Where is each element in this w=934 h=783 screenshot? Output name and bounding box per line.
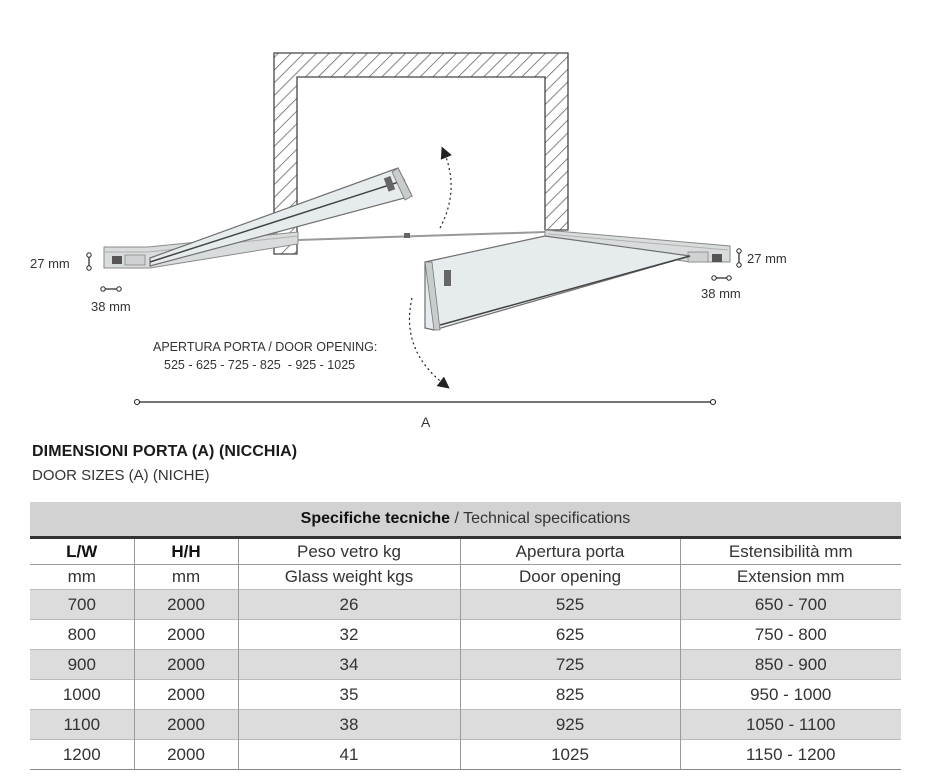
left-height-marker [87, 253, 91, 270]
door-opening-label: APERTURA PORTA / DOOR OPENING: [153, 340, 378, 354]
caption-rest: Technical specifications [463, 510, 631, 527]
dimension-a-label: A [421, 414, 431, 430]
header-cell: L/W [30, 538, 134, 565]
section-title-italian: DIMENSIONI PORTA (A) (NICCHIA) [32, 443, 298, 460]
header-cell: Peso vetro kg [238, 538, 460, 565]
right-height-label: 27 mm [747, 251, 787, 266]
right-width-marker [712, 276, 731, 280]
table-cell: 750 - 800 [680, 620, 901, 650]
table-cell: 725 [460, 650, 680, 680]
subheader-cell: mm [67, 567, 96, 586]
table-cell: 825 [460, 680, 680, 710]
right-width-label: 38 mm [701, 286, 741, 301]
table-cell: 2000 [134, 710, 238, 740]
center-rail [298, 232, 545, 240]
caption-separator: / [450, 510, 464, 527]
header-row [30, 538, 901, 565]
table-cell: 925 [460, 710, 680, 740]
left-width-label: 38 mm [91, 299, 131, 314]
table-row [30, 620, 901, 650]
table-cell: 41 [238, 740, 460, 770]
swing-arrow-up [440, 152, 451, 228]
table-cell: 2000 [134, 650, 238, 680]
niche-wall [274, 53, 568, 254]
subheader-cell: mm [134, 565, 238, 590]
spec-table [30, 502, 901, 770]
table-cell: 32 [238, 620, 460, 650]
table-cell: 35 [238, 680, 460, 710]
table-cell: 1100 [30, 710, 134, 740]
table-cell: 1050 - 1100 [680, 710, 901, 740]
table-cell: 2000 [134, 620, 238, 650]
table-cell: 1200 [30, 740, 134, 770]
table-cell: 26 [238, 590, 460, 620]
header-cell: H/H [134, 538, 238, 565]
door-opening-values: 525 - 625 - 725 - 825 - 925 - 1025 [164, 358, 356, 372]
table-cell: 1000 [30, 680, 134, 710]
right-height-marker [737, 249, 741, 267]
table-cell: 525 [460, 590, 680, 620]
spec-table-caption [30, 502, 901, 538]
table-row [30, 590, 901, 620]
table-cell: 1150 - 1200 [680, 740, 901, 770]
table-cell: 700 [30, 590, 134, 620]
table-row [30, 740, 901, 770]
header-cell: Apertura porta [460, 538, 680, 565]
section-title-english: DOOR SIZES (A) (NICHE) [32, 467, 210, 484]
dimension-a-line [135, 400, 716, 405]
table-cell: 800 [30, 620, 134, 650]
table-cell: 850 - 900 [680, 650, 901, 680]
subheader-cell: Glass weight kgs [238, 565, 460, 590]
subheader-row [30, 565, 901, 590]
table-row [30, 680, 901, 710]
table-cell: 2000 [134, 740, 238, 770]
table-row [30, 710, 901, 740]
table-cell: 1025 [460, 740, 680, 770]
right-door-leaf [425, 236, 690, 330]
table-row [30, 650, 901, 680]
table-cell: 38 [238, 710, 460, 740]
left-width-marker [101, 287, 121, 291]
table-cell: 900 [30, 650, 134, 680]
table-cell: 2000 [134, 680, 238, 710]
left-height-label: 27 mm [30, 256, 70, 271]
header-cell: Estensibilità mm [680, 538, 901, 565]
table-cell: 625 [460, 620, 680, 650]
subheader-cell: Door opening [460, 565, 680, 590]
table-cell: 2000 [134, 590, 238, 620]
table-cell: 650 - 700 [680, 590, 901, 620]
table-cell: 34 [238, 650, 460, 680]
table-cell: 950 - 1000 [680, 680, 901, 710]
caption-bold: Specifiche tecniche [300, 510, 451, 527]
subheader-cell: Extension mm [680, 565, 901, 590]
